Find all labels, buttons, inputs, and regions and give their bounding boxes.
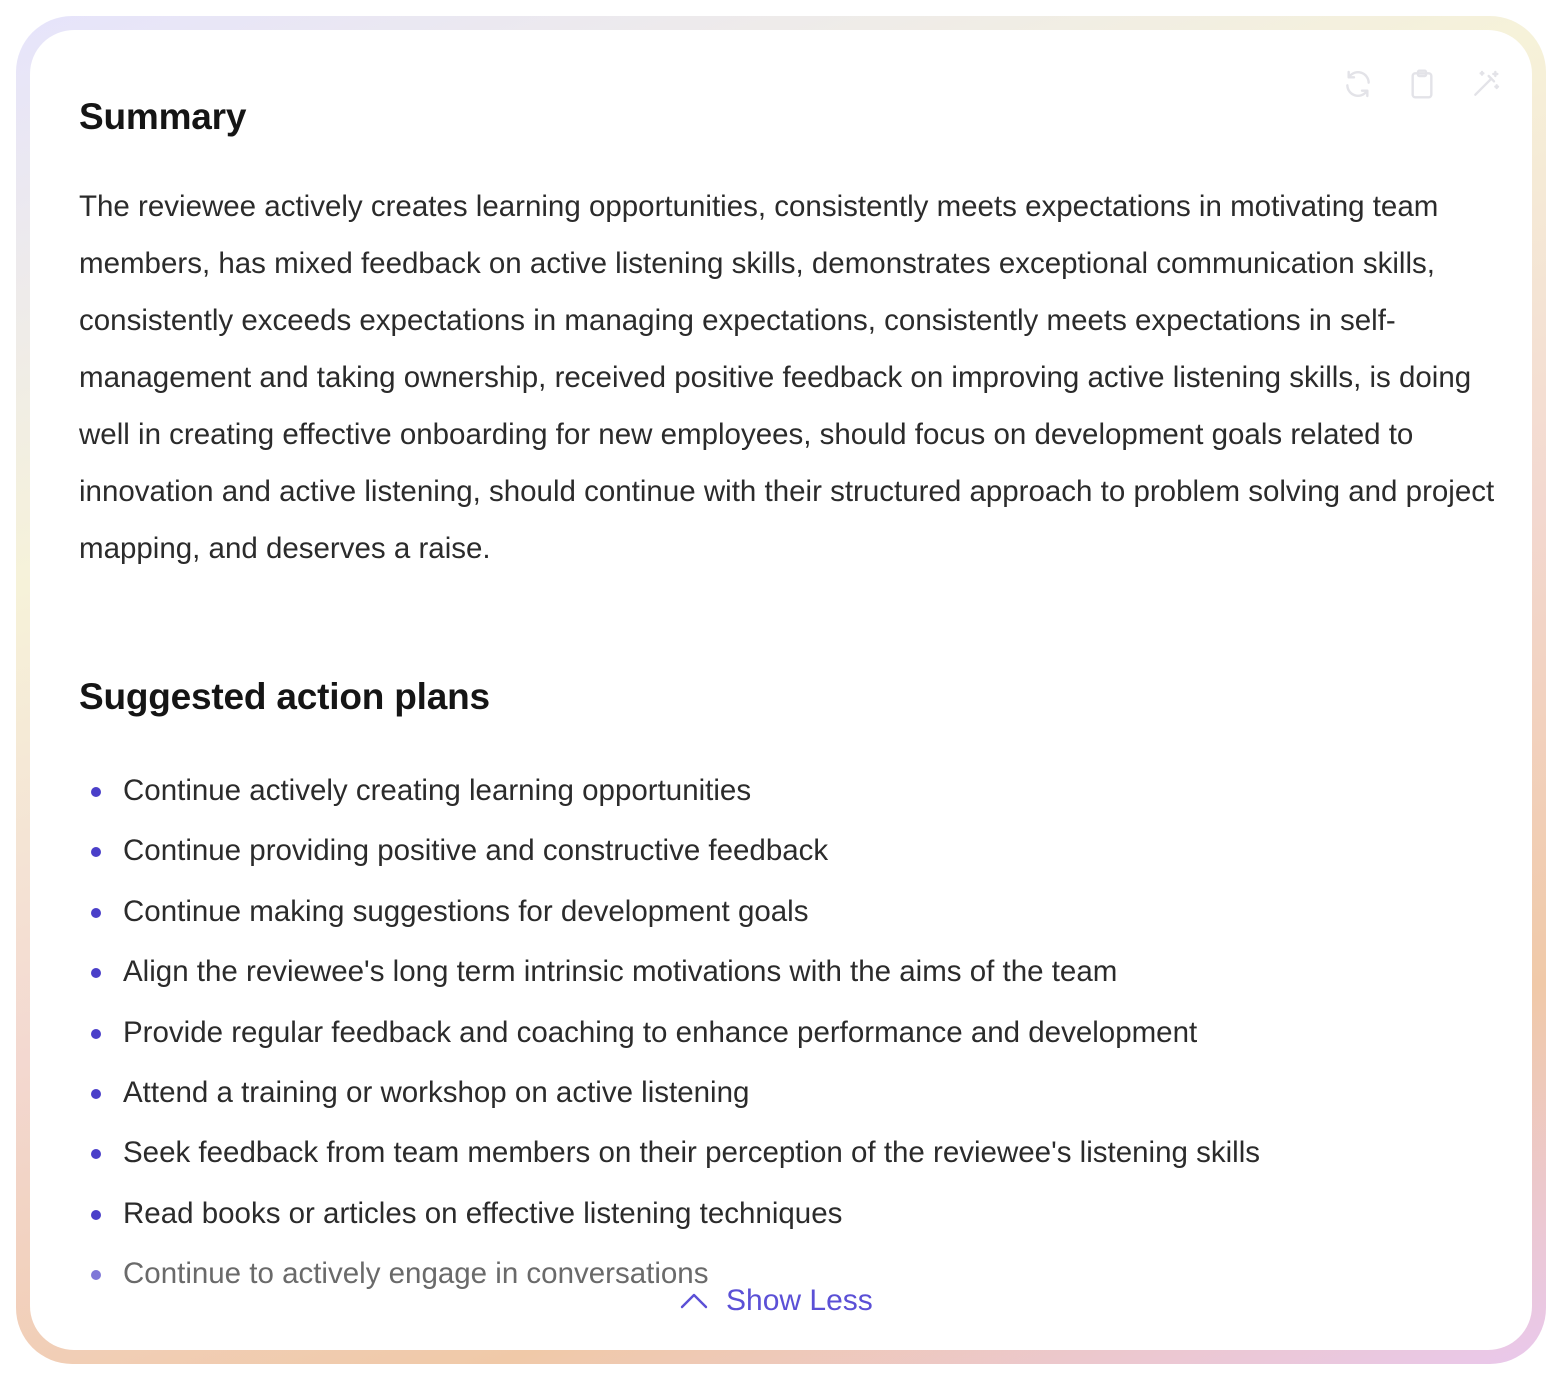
list-item-label: Seek feedback from team members on their perception of the reviewee's listening skills bbox=[123, 1136, 1261, 1170]
copy-button[interactable] bbox=[1404, 66, 1440, 102]
show-less-button[interactable] bbox=[678, 1284, 873, 1318]
list-item bbox=[79, 1132, 1519, 1192]
bullet-icon bbox=[91, 908, 101, 918]
clipboard-icon bbox=[1406, 68, 1438, 100]
list-item-label: Provide regular feedback and coaching to enhance performance and development bbox=[123, 1015, 1198, 1049]
list-item-label: Align the reviewee's long term intrinsic motivations with the aims of the team bbox=[123, 955, 1118, 989]
bullet-icon bbox=[91, 1029, 101, 1039]
bullet-icon bbox=[91, 1210, 101, 1220]
bullet-icon bbox=[91, 1270, 101, 1280]
magic-wand-icon bbox=[1470, 68, 1502, 100]
list-item-label: Continue providing positive and constructive feedback bbox=[123, 834, 829, 868]
list-item-label: Continue making suggestions for development goals bbox=[123, 894, 809, 928]
refresh-icon bbox=[1342, 68, 1374, 100]
list-item bbox=[79, 1072, 1519, 1132]
list-item bbox=[79, 1012, 1519, 1072]
action-plans-heading: Suggested action plans bbox=[79, 676, 490, 717]
card-toolbar bbox=[1340, 66, 1504, 102]
list-item bbox=[79, 830, 1519, 890]
chevron-up-icon bbox=[678, 1290, 710, 1312]
list-item bbox=[79, 951, 1519, 1011]
list-item-label: Continue actively creating learning opportunities bbox=[123, 774, 752, 807]
list-item bbox=[79, 1193, 1519, 1253]
list-item bbox=[79, 770, 1519, 830]
list-item-label: Read books or articles on effective listening techniques bbox=[123, 1196, 843, 1230]
regenerate-button[interactable] bbox=[1340, 66, 1376, 102]
action-plans-list bbox=[79, 770, 1519, 1314]
bullet-icon bbox=[91, 847, 101, 857]
summary-card bbox=[30, 30, 1532, 1350]
bullet-icon bbox=[91, 787, 101, 797]
show-less-label: Show Less bbox=[726, 1284, 873, 1317]
summary-heading: Summary bbox=[79, 96, 247, 137]
summary-text: The reviewee actively creates learning opportunities, consistently meets expectations in motivating team members, has mixed feedback on active listening skills, demonstrates exceptional communication skills, consistently exceeds expectations in managing expectations, consistently meets expectations in self-management and taking ownership, received positive feedback on improving active listening skills, is doing well in creating effective onboarding for new employees, should focus on development goals related to innovation and active listening, should continue with their structured approach to problem solving and project mapping, and deserves a raise. bbox=[79, 190, 1495, 565]
bullet-icon bbox=[91, 1149, 101, 1159]
enhance-button[interactable] bbox=[1468, 66, 1504, 102]
list-item-label: Continue to actively engage in conversations bbox=[123, 1257, 709, 1291]
bullet-icon bbox=[91, 968, 101, 978]
list-item-label: Attend a training or workshop on active listening bbox=[123, 1075, 750, 1109]
list-item bbox=[79, 891, 1519, 951]
bullet-icon bbox=[91, 1089, 101, 1099]
gradient-frame bbox=[16, 16, 1546, 1364]
